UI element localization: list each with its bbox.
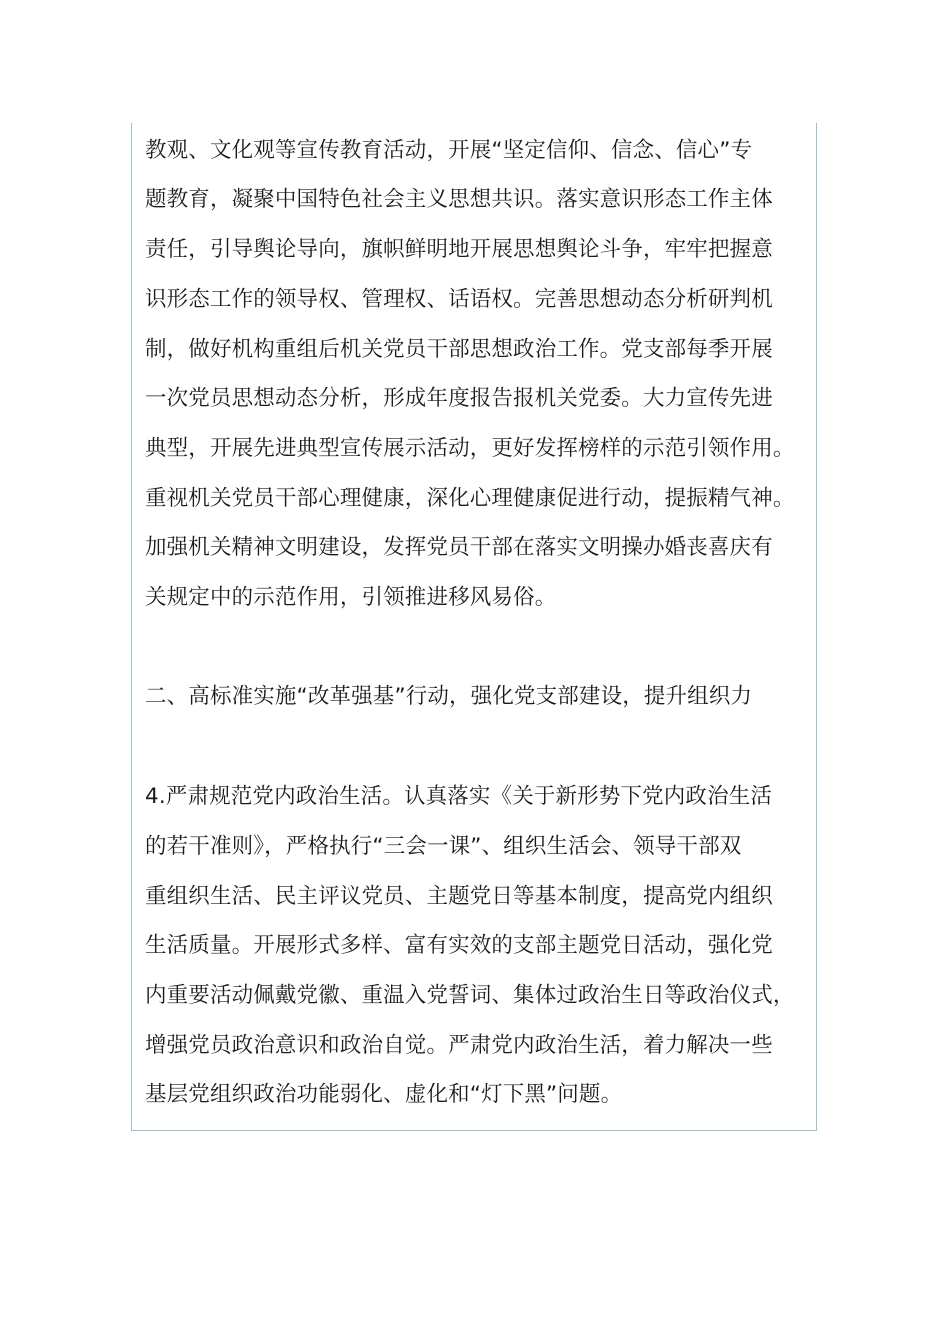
- text-line: 生活质量。开展形式多样、富有实效的支部主题党日活动，强化党: [145, 933, 773, 958]
- text-line: 制，做好机构重组后机关党员干部思想政治工作。党支部每季开展: [145, 337, 773, 362]
- text-line: 识形态工作的领导权、管理权、话语权。完善思想动态分析研判机: [145, 287, 773, 312]
- section-heading: 二、高标准实施“改革强基”行动，强化党支部建设，提升组织力: [145, 684, 753, 709]
- text-line: 关规定中的示范作用，引领推进移风易俗。: [145, 585, 557, 610]
- text-line: 增强党员政治意识和政治自觉。严肃党内政治生活，着力解决一些: [145, 1033, 773, 1058]
- text-line: 加强机关精神文明建设，发挥党员干部在落实文明操办婚丧喜庆有: [145, 535, 773, 560]
- text-line: 教观、文化观等宣传教育活动，开展“坚定信仰、信念、信心”专: [145, 138, 753, 163]
- text-line: 4.严肃规范党内政治生活。认真落实《关于新形势下党内政治生活: [145, 784, 773, 809]
- text-line: 一次党员思想动态分析，形成年度报告报机关党委。大力宣传先进: [145, 386, 773, 411]
- text-line: 内重要活动佩戴党徽、重温入党誓词、集体过政治生日等政治仪式，: [145, 983, 795, 1008]
- text-line: 题教育，凝聚中国特色社会主义思想共识。落实意识形态工作主体: [145, 187, 773, 212]
- text-line: 重组织生活、民主评议党员、主题党日等基本制度，提高党内组织: [145, 884, 773, 909]
- text-line: 责任，引导舆论导向，旗帜鲜明地开展思想舆论斗争，牢牢把握意: [145, 237, 773, 262]
- text-line: 典型，开展先进典型宣传展示活动，更好发挥榜样的示范引领作用。: [145, 436, 795, 461]
- text-line: 的若干准则》，严格执行“三会一课”、组织生活会、领导干部双: [145, 834, 742, 859]
- text-line: 重视机关党员干部心理健康，深化心理健康促进行动，提振精气神。: [145, 486, 795, 511]
- text-line: 基层党组织政治功能弱化、虚化和“灯下黑”问题。: [145, 1082, 623, 1107]
- text-frame-border: [131, 123, 817, 1131]
